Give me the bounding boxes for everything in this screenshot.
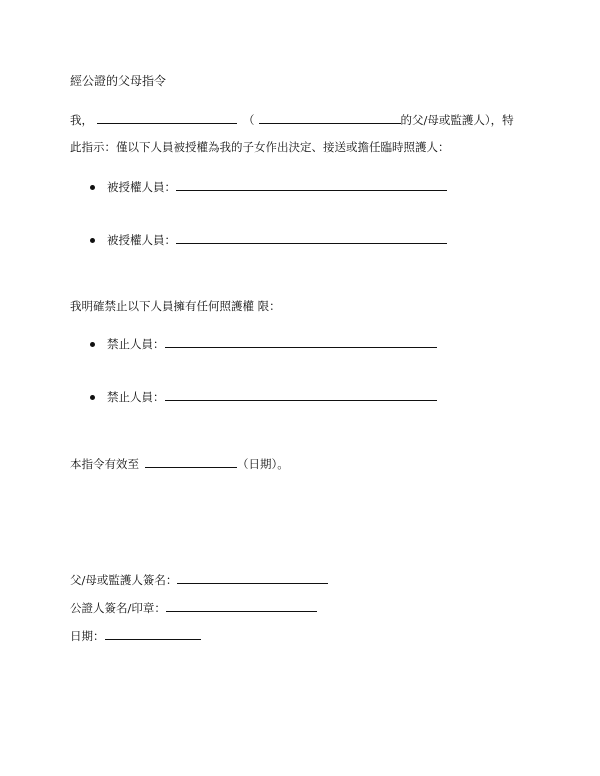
authorized-person-label: 被授權人員： bbox=[107, 233, 176, 247]
validity-suffix: （日期）。 bbox=[237, 457, 289, 471]
authorized-person-row bbox=[107, 232, 447, 248]
authorized-person-field[interactable] bbox=[176, 232, 447, 244]
parent-signature-label: 父/母或監護人簽名： bbox=[70, 573, 178, 587]
authorized-person-label: 被授權人員： bbox=[107, 180, 176, 194]
intro-line-2: 此指示：僅以下人員被授權為我的子女作出決定、接送或擔任臨時照護人： bbox=[70, 140, 450, 154]
parent-signature-field[interactable] bbox=[177, 572, 328, 584]
prohibited-heading: 我明確禁止以下人員擁有任何照護權 限： bbox=[70, 299, 281, 313]
date-label: 日期： bbox=[70, 629, 105, 643]
prohibited-person-row bbox=[107, 336, 437, 352]
bullet-icon bbox=[90, 342, 95, 347]
intro-parent-suffix: 的父/母或監護人），特 bbox=[400, 113, 514, 127]
parent-signature-row bbox=[70, 572, 328, 588]
validity-line bbox=[70, 456, 289, 472]
intro-line-1 bbox=[70, 112, 514, 128]
parent-name-field[interactable] bbox=[97, 112, 237, 124]
intro-open-paren: （ bbox=[243, 113, 255, 127]
prohibited-person-field[interactable] bbox=[165, 336, 437, 348]
document-title: 經公證的父母指令 bbox=[70, 74, 167, 88]
authorized-person-field[interactable] bbox=[176, 179, 447, 191]
notary-signature-label: 公證人簽名/印章： bbox=[70, 601, 166, 615]
prohibited-person-label: 禁止人員： bbox=[107, 337, 165, 351]
prohibited-person-row bbox=[107, 389, 437, 405]
bullet-icon bbox=[90, 395, 95, 400]
intro-prefix: 我， bbox=[70, 113, 93, 127]
prohibited-person-field[interactable] bbox=[165, 389, 437, 401]
notary-signature-field[interactable] bbox=[166, 600, 317, 612]
date-field[interactable] bbox=[105, 628, 201, 640]
bullet-icon bbox=[90, 185, 95, 190]
bullet-icon bbox=[90, 238, 95, 243]
authorized-person-row bbox=[107, 179, 447, 195]
validity-prefix: 本指令有效至 bbox=[70, 457, 139, 471]
child-name-field[interactable] bbox=[259, 112, 401, 124]
prohibited-person-label: 禁止人員： bbox=[107, 390, 165, 404]
date-row bbox=[70, 628, 201, 644]
validity-date-field[interactable] bbox=[145, 456, 237, 468]
notary-signature-row bbox=[70, 600, 317, 616]
